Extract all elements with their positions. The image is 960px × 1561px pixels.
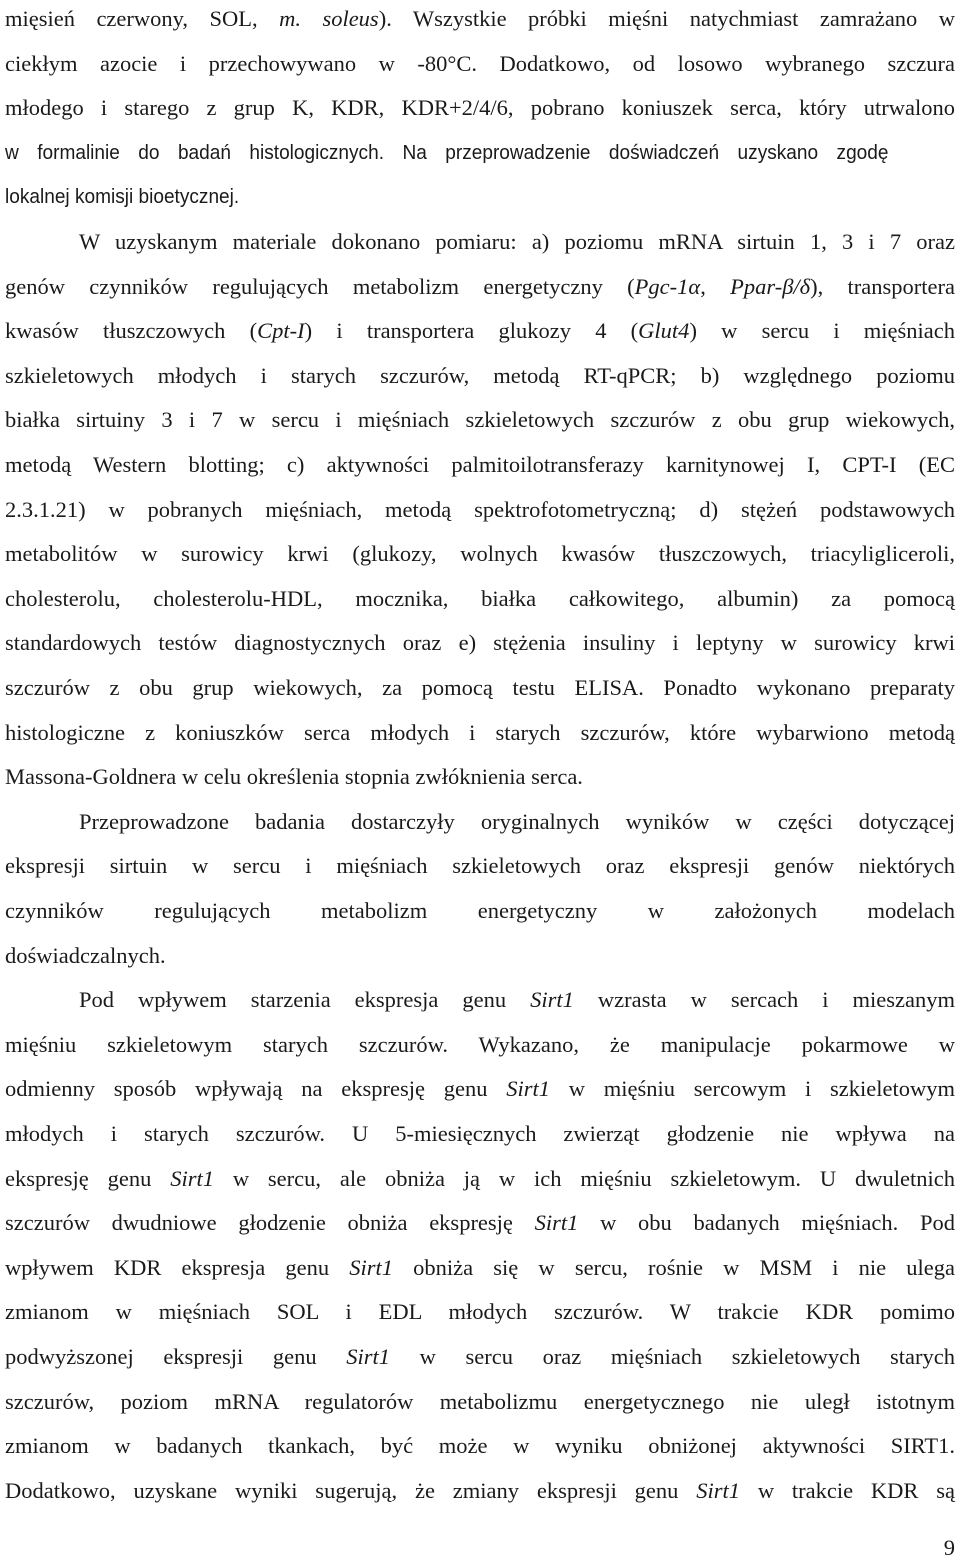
text-run: szczurów dwudniowe głodzenie obniża ekspresję — [5, 1210, 535, 1236]
text-line — [5, 1117, 955, 1151]
text-run: szczurów, poziom mRNA regulatorów metabolizmu energetycznego nie uległ istotnym — [5, 1388, 955, 1414]
text-line — [5, 760, 955, 794]
text-line — [5, 136, 889, 170]
text-run: mięśniu szkieletowym starych szczurów. Wykazano, że manipulacje pokarmowe w — [5, 1031, 955, 1057]
italic-term: m. soleus — [279, 6, 379, 31]
text-run: czynników regulujących metabolizm energetyczny w założonych modelach — [5, 898, 955, 923]
text-run: 2.3.1.21) w pobranych mięśniach, metodą spektrofotometryczną; d) stężeń podstawowych — [5, 496, 955, 522]
text-run: młodego i starego z grup K, KDR, KDR+2/4/6, pobrano koniuszek serca, który utrwalono — [5, 95, 955, 121]
text-run: ) i transportera glukozy 4 ( — [304, 318, 639, 344]
text-run: zmianom w badanych tkankach, być może w wyniku obniżonej aktywności SIRT1. — [5, 1433, 955, 1459]
text-line — [5, 1072, 955, 1106]
text-line — [5, 939, 955, 973]
text-run: metabolitów w surowicy krwi (glukozy, wolnych kwasów tłuszczowych, triacyligliceroli, — [5, 541, 955, 567]
text-run: metodą Western blotting; c) aktywności palmitoilotransferazy karnitynowej I, CPT-I (EC — [5, 452, 955, 477]
text-run: mięsień czerwony, SOL, — [5, 6, 280, 31]
text-line — [5, 894, 955, 928]
text-run: w formalinie do badań histologicznych. Na przeprowadzenie doświadczeń uzyskano zgodę — [5, 140, 889, 164]
text-run: W uzyskanym materiale dokonano pomiaru: a) poziomu mRNA sirtuin 1, 3 i 7 oraz — [79, 229, 955, 254]
page-number: 9 — [943, 1535, 955, 1560]
text-run: w obu badanych mięśniach. Pod — [578, 1210, 955, 1236]
text-line — [5, 1295, 955, 1329]
italic-term: Sirt1 — [346, 1344, 391, 1369]
text-line — [5, 1340, 955, 1374]
text-run: genów czynników regulujących metabolizm energetyczny ( — [5, 273, 635, 299]
text-line — [5, 180, 889, 214]
italic-term: Ppar-β/δ — [730, 273, 811, 299]
text-line — [5, 1206, 955, 1240]
text-line — [5, 448, 955, 482]
text-run: podwyższonej ekspresji genu — [5, 1344, 347, 1369]
italic-term: Pgc-1α — [634, 273, 701, 299]
text-run: cholesterolu, cholesterolu-HDL, mocznika, białka całkowitego, albumin) za pomocą — [5, 585, 955, 611]
italic-term: Sirt1 — [506, 1076, 550, 1102]
text-line — [5, 1385, 955, 1419]
text-run: doświadczalnych. — [5, 942, 166, 968]
text-run: Dodatkowo, uzyskane wyniki sugerują, że zmiany ekspresji genu — [5, 1477, 697, 1503]
text-line — [5, 314, 955, 348]
text-line — [5, 582, 955, 616]
text-run: wzrasta w sercach i mieszanym — [573, 987, 956, 1013]
text-line — [5, 671, 955, 705]
text-run: w sercu oraz mięśniach szkieletowych starych — [390, 1344, 956, 1369]
text-run: histologiczne z koniuszków serca młodych i starych szczurów, które wybarwiono metodą — [5, 719, 955, 745]
text-line — [5, 1474, 955, 1508]
text-run: ciekłym azocie i przechowywano w -80°C. Dodatkowo, od losowo wybranego szczura — [5, 50, 955, 76]
text-run: szkieletowych młodych i starych szczurów, metodą RT-qPCR; b) względnego poziomu — [5, 362, 955, 388]
text-run: w trakcie KDR są — [739, 1477, 955, 1503]
text-line — [5, 493, 955, 527]
text-run: szczurów z obu grup wiekowych, za pomocą testu ELISA. Ponadto wykonano preparaty — [5, 675, 955, 700]
text-run: lokalnej komisji bioetycznej. — [5, 185, 240, 209]
text-line — [79, 225, 955, 259]
text-run: ) w sercu i mięśniach — [689, 318, 956, 344]
italic-term: Glut4 — [638, 318, 690, 344]
text-run: ), transportera — [810, 273, 955, 299]
italic-term: Sirt1 — [530, 987, 574, 1013]
text-run: Pod wpływem starzenia ekspresja genu — [79, 987, 531, 1013]
text-run: obniża się w sercu, rośnie w MSM i nie ulega — [393, 1254, 955, 1280]
italic-term: Sirt1 — [696, 1477, 740, 1503]
text-line — [5, 1162, 955, 1196]
italic-term: Sirt1 — [534, 1210, 579, 1236]
text-run: odmienny sposób wpływają na ekspresję genu — [5, 1076, 507, 1102]
text-run: wpływem KDR ekspresja genu — [5, 1254, 350, 1280]
text-line — [5, 91, 955, 125]
text-run: młodych i starych szczurów. U 5-miesięcznych zwierząt głodzenie nie wpływa na — [5, 1121, 955, 1146]
text-run: białka sirtuiny 3 i 7 w sercu i mięśniach szkieletowych szczurów z obu grup wiekowych, — [5, 407, 955, 433]
text-line — [5, 270, 955, 304]
text-run: , — [700, 273, 731, 299]
text-run: standardowych testów diagnostycznych oraz e) stężenia insuliny i leptyny w surowicy krwi — [5, 630, 955, 656]
text-run: ). Wszystkie próbki mięśni natychmiast zamrażano w — [378, 6, 956, 31]
italic-term: Sirt1 — [349, 1254, 394, 1280]
text-run: w sercu, ale obniża ją w ich mięśniu szkieletowym. U dwuletnich — [213, 1165, 956, 1191]
italic-term: Cpt-I — [257, 318, 305, 344]
text-run: Przeprowadzone badania dostarczyły oryginalnych wyników w części dotyczącej — [79, 808, 955, 834]
text-line — [5, 1251, 955, 1285]
text-line — [5, 1028, 955, 1062]
text-line — [5, 2, 955, 36]
text-line — [5, 47, 955, 81]
text-line — [79, 805, 955, 839]
text-line — [5, 1429, 955, 1463]
text-line — [5, 849, 955, 883]
text-line — [5, 403, 955, 437]
text-run: ekspresję genu — [5, 1165, 171, 1191]
text-line — [5, 716, 955, 750]
text-run: kwasów tłuszczowych ( — [5, 318, 258, 344]
text-run: w mięśniu sercowym i szkieletowym — [550, 1076, 955, 1102]
text-run: ekspresji sirtuin w sercu i mięśniach szkieletowych oraz ekspresji genów niektórych — [5, 853, 955, 879]
italic-term: Sirt1 — [170, 1165, 214, 1191]
text-run: Massona-Goldnera w celu określenia stopnia zwłóknienia serca. — [5, 764, 583, 790]
text-line — [5, 359, 955, 393]
text-line — [5, 537, 955, 571]
text-run: zmianom w mięśniach SOL i EDL młodych szczurów. W trakcie KDR pomimo — [5, 1299, 955, 1325]
text-line — [79, 983, 955, 1017]
text-line — [5, 626, 955, 660]
